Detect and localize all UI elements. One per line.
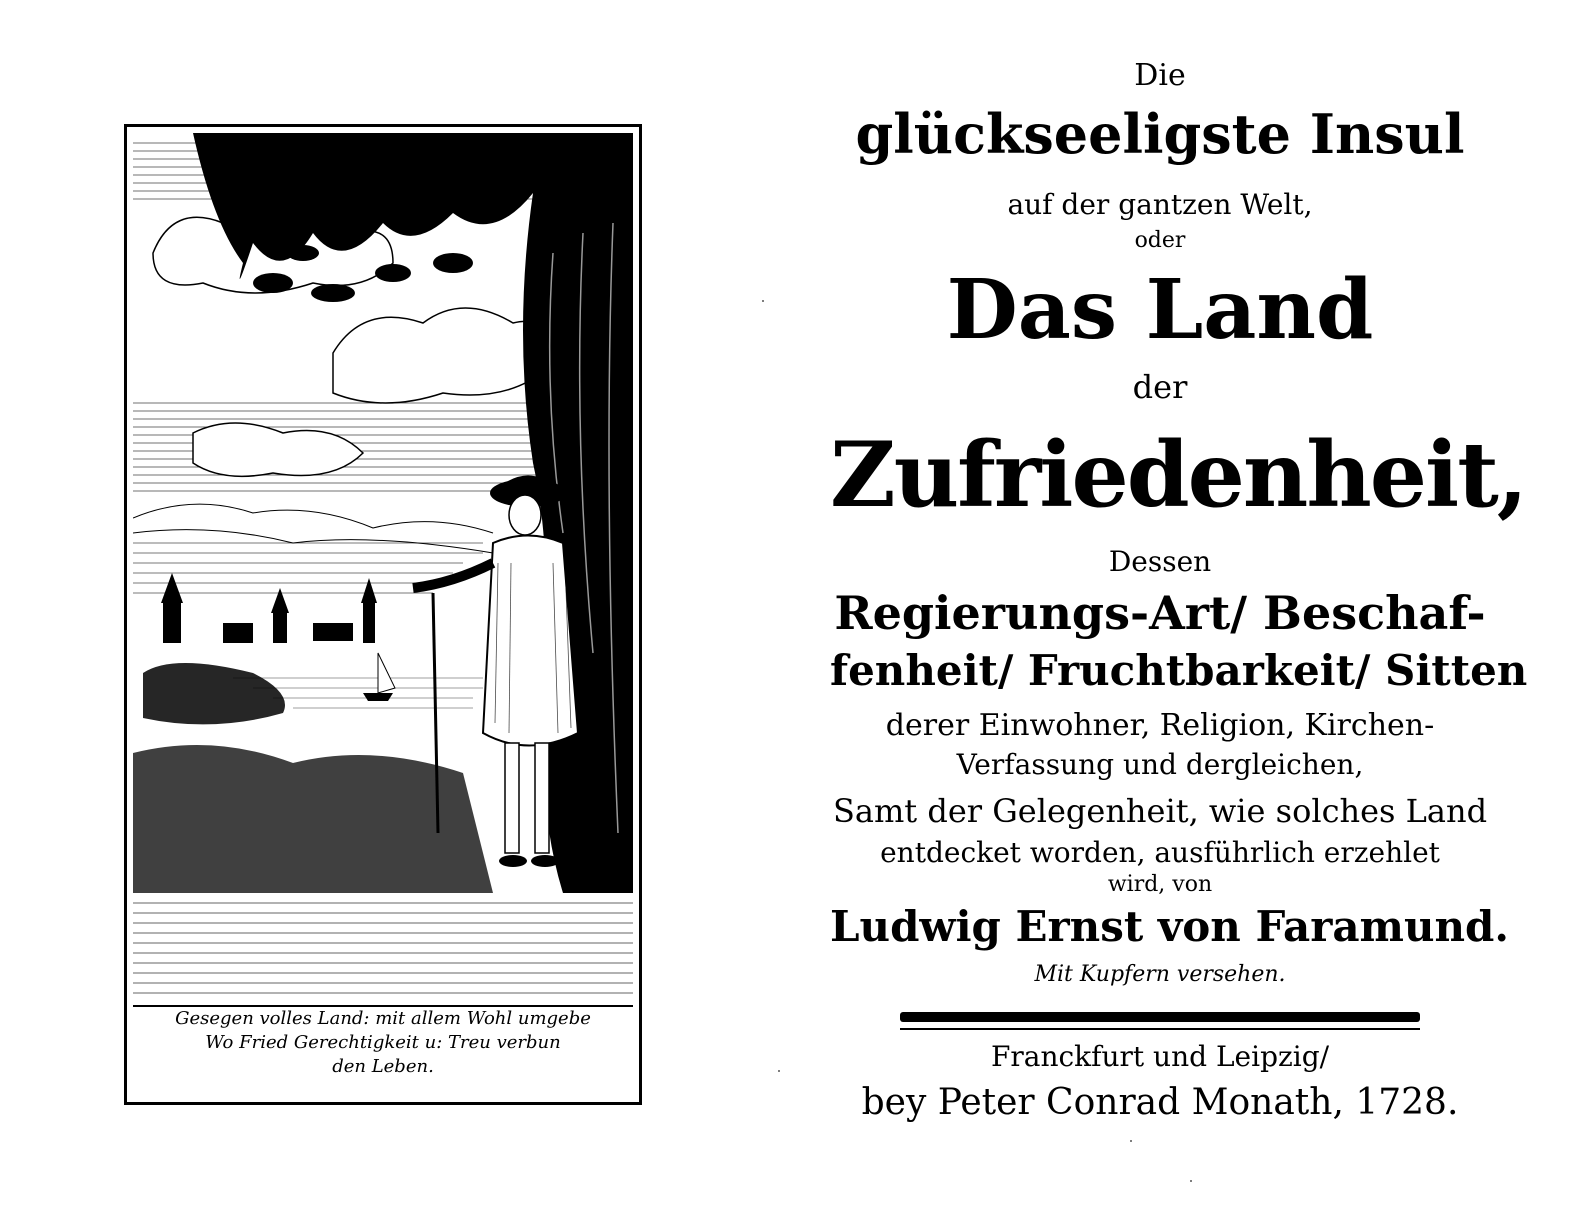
caption-line-2: Wo Fried Gerechtigkeit u: Treu verbun [205,1032,561,1053]
scan-speck [1190,1180,1192,1182]
engraving-illustration [133,133,633,1001]
title-auf-der-gantzen-welt: auf der gantzen Welt, [1007,188,1313,221]
title-entdecket: entdecket worden, ausführlich erzehlet [880,836,1440,869]
title-page [830,40,1528,1180]
title-author: Ludwig Ernst von Faramund. [830,902,1510,951]
title-das-land: Das Land [946,262,1374,358]
scan-speck [762,300,764,302]
title-rule-thick [900,1012,1420,1022]
title-einwohner: derer Einwohner, Religion, Kirchen- [885,708,1435,743]
frontispiece-caption [133,1005,633,1099]
frontispiece-engraving [124,124,642,1105]
title-oder: oder [1134,228,1186,253]
title-regierungs-art: Regierungs-Art/ Beschaf- [834,586,1486,640]
title-wird-von: wird, von [1107,872,1213,897]
title-der: der [1132,368,1188,406]
title-rule-thin [900,1028,1420,1030]
title-zufriedenheit: Zufriedenheit, [830,422,1527,528]
title-place: Franckfurt und Leipzig/ [990,1040,1330,1073]
title-fruchtbarkeit: fenheit/ Fruchtbarkeit/ Sitten [830,646,1528,695]
title-verfassung: Verfassung und dergleichen, [956,748,1364,781]
title-mit-kupfern: Mit Kupfern versehen. [1034,962,1286,987]
scan-speck [778,1070,780,1072]
title-die: Die [1134,58,1186,93]
caption-line-1: Gesegen volles Land: mit allem Wohl umgebe [175,1008,591,1029]
title-samt: Samt der Gelegenheit, wie solches Land [832,792,1488,830]
title-glueckseeligste-insul: glückseeligste Insul [855,102,1465,166]
title-publisher: bey Peter Conrad Monath, 1728. [861,1082,1459,1123]
caption-line-3: den Leben. [332,1056,434,1077]
title-dessen: Dessen [1108,545,1212,578]
scan-speck [1130,1140,1132,1142]
